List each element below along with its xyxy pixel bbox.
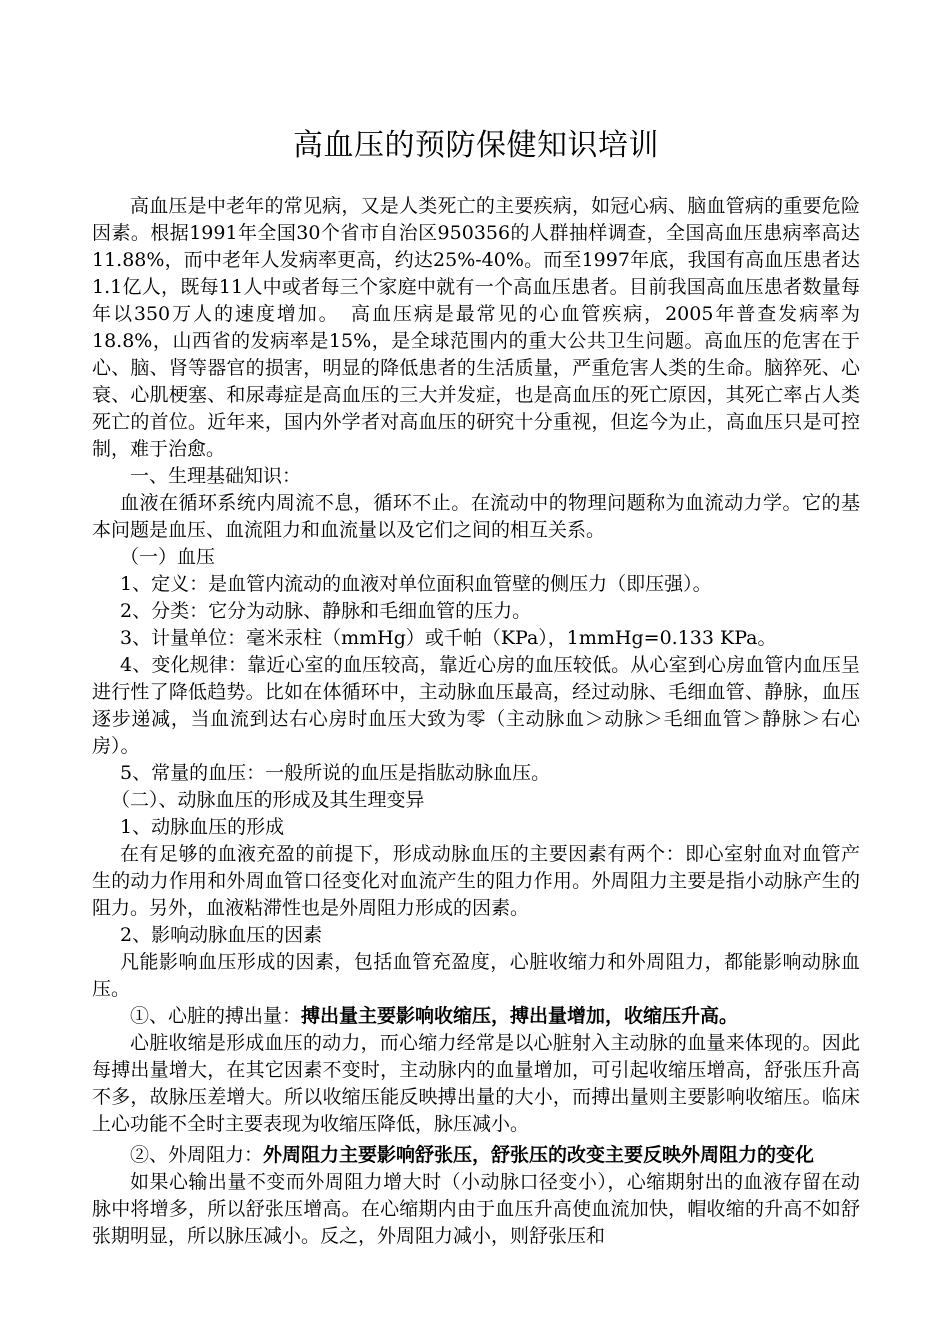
- peripheral-resistance-paragraph: 如果心输出量不变而外周阻力增大时（小动脉口径变小），心缩期射出的血液存留在动脉中将增多，所以舒张压增高。在心缩期内由于血压升高使血流加快，帽收缩的升高不如舒张期明显，所以脉压减小。反之，外周阻力减小，则舒张压和: [92, 1171, 860, 1247]
- list-item-unit: 3、计量单位：毫米汞柱（mmHg）或千帕（KPa），1mmHg=0.133 KPa。: [120, 627, 777, 649]
- page-title: 高血压的预防保健知识培训: [293, 128, 659, 163]
- subheading-formation: 1、动脉血压的形成: [120, 816, 285, 838]
- factor-peripheral-resistance-emphasis: 外周阻力主要影响舒张压，舒张压的改变主要反映外周阻力的变化: [263, 1144, 815, 1166]
- factor-stroke-volume: [92, 1003, 860, 1030]
- stroke-volume-paragraph: 心脏收缩是形成血压的动力，而心缩力经常是以心脏射入主动脉的血量来体现的。因此每搏出量增大，在其它因素不变时，主动脉内的血量增加，可引起收缩压增高，舒张压升高不多，故脉压差增大。所以收缩压能反映搏出量的大小，而搏出量则主要影响收缩压。临床上心功能不全时主要表现为收缩压降低，脉压减小。: [92, 1032, 860, 1135]
- subsection-heading-blood-pressure: （一）血压: [120, 546, 216, 568]
- list-item-normal-bp: 5、常量的血压：一般所说的血压是指肱动脉血压。: [120, 762, 551, 784]
- list-item-variation: 4、变化规律：靠近心室的血压较高，靠近心房的血压较低。从心室到心房血管内血压呈进行性了降低趋势。比如在体循环中，主动脉血压最高，经过动脉、毛细血管、静脉，血压逐步递减，当血流到达右心房时血压大致为零（主动脉血＞动脉＞毛细血管＞静脉＞右心房）。: [92, 654, 860, 757]
- intro-paragraph: 高血压是中老年的常见病，又是人类死亡的主要疾病，如冠心病、脑血管病的重要危险因素。根据1991年全国30个省市自治区950356的人群抽样调查，全国高血压患病率高达11.88%，而中老年人发病率更高，约达25%-40%。而至1997年底，我国有高血压患者达1.1亿人，既每11人中或者每三个家庭中就有一个高血压患者。目前我国高血压患者数量每年以350万人的速度增加。 高血压病是最常见的心血管疾病，2005年普查发病率为18.8%，山西省的发病率是15%，是全球范围内的重大公共卫生问题。高血压的危害在于心、脑、肾等器官的损害，明显的降低患者的生活质量，严重危害人类的生命。脑猝死、心衰、心肌梗塞、和尿毒症是高血压的三大并发症，也是高血压的死亡原因，其死亡率占人类死亡的首位。近年来，国内外学者对高血压的研究十分重视，但迄今为止，高血压只是可控制，难于治愈。: [92, 195, 860, 460]
- document-body: [92, 193, 860, 1250]
- document-page: [92, 0, 860, 1344]
- list-item-classification: 2、分类：它分为动脉、静脉和毛细血管的压力。: [120, 600, 532, 622]
- factor-stroke-volume-label: ①、心脏的搏出量：: [130, 1005, 302, 1027]
- factor-stroke-volume-emphasis: 搏出量主要影响收缩压，搏出量增加，收缩压升高。: [301, 1005, 739, 1027]
- factor-peripheral-resistance: [92, 1142, 860, 1169]
- formation-paragraph: 在有足够的血液充盈的前提下，形成动脉血压的主要因素有两个：即心室射血对血管产生的动力作用和外周血管口径变化对血流产生的阻力作用。外周阻力主要是指小动脉产生的阻力。另外，血液粘滞性也是外周阻力形成的因素。: [92, 843, 860, 919]
- subheading-factors: 2、影响动脉血压的因素: [120, 924, 323, 946]
- section-heading-physiology: 一、生理基础知识：: [130, 465, 302, 487]
- subsection-heading-arterial-bp: （二）、动脉血压的形成及其生理变异: [111, 789, 425, 811]
- physiology-paragraph: 血液在循环系统内周流不息，循环不止。在流动中的物理问题称为血流动力学。它的基本问题是血压、血流阻力和血流量以及它们之间的相互关系。: [92, 492, 860, 541]
- factor-peripheral-resistance-label: ②、外周阻力：: [130, 1144, 264, 1166]
- factors-paragraph: 凡能影响血压形成的因素，包括血管充盈度，心脏收缩力和外周阻力，都能影响动脉血压。: [92, 951, 860, 1000]
- list-item-definition: 1、定义：是血管内流动的血液对单位面积血管壁的侧压力（即压强）。: [120, 573, 712, 595]
